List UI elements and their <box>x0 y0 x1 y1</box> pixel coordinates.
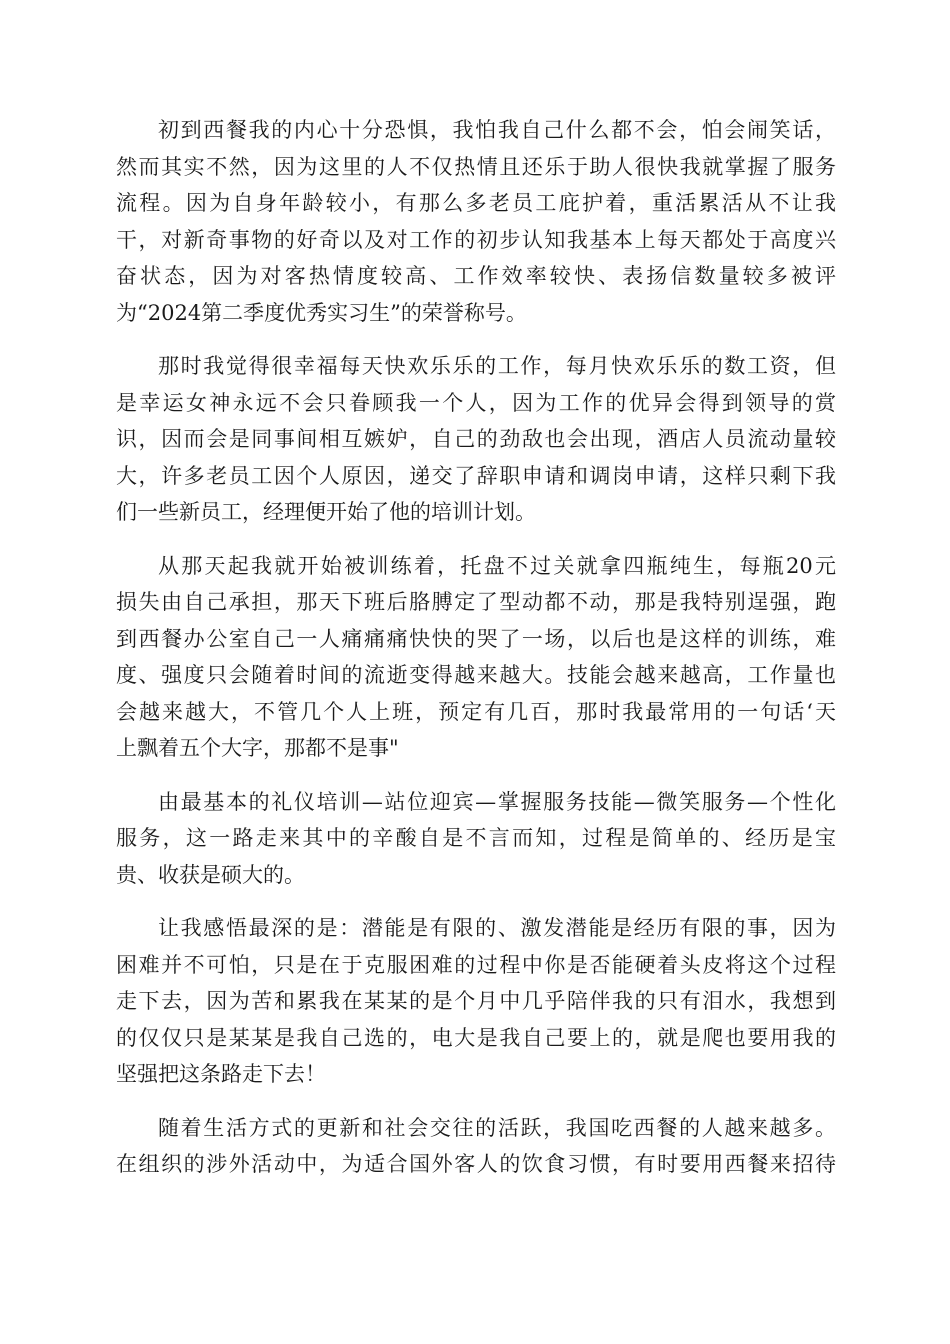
text-line: 让我感悟最深的是：潜能是有限的、激发潜能是经历有限的事，因为 <box>158 916 836 940</box>
text-line: 奋状态，因为对客热情度较高、工作效率较快、表扬信数量较多被评 <box>116 264 836 288</box>
text-line: 然而其实不然，因为这里的人不仅热情且还乐于助人很快我就掌握了服务 <box>116 154 836 179</box>
text-line: 识，因而会是同事间相互嫉妒，自己的劲敌也会出现，酒店人员流动量较 <box>116 427 836 451</box>
text-line: 走下去，因为苦和累我在某某的是个月中几乎陪伴我的只有泪水，我想到 <box>116 989 836 1013</box>
paragraph <box>116 112 836 331</box>
text-line: 流程。因为自身年龄较小，有那么多老员工庇护着，重活累活从不让我 <box>116 191 836 215</box>
text-line: 由最基本的礼仪培训—站位迎宾—掌握服务技能—微笑服务—个性化 <box>158 789 836 814</box>
text-line: 度、强度只会随着时间的流逝变得越来越大。技能会越来越高，工作量也 <box>116 663 836 687</box>
text-line: 坚强把这条路走下去！ <box>116 1062 326 1086</box>
text-line: 在组织的涉外活动中，为适合国外客人的饮食习惯，有时要用西餐来招待 <box>116 1152 836 1176</box>
text-line: 初到西餐我的内心十分恐惧，我怕我自己什么都不会，怕会闹笑话， <box>158 118 836 142</box>
paragraph <box>116 348 836 531</box>
text-line: 大，许多老员工因个人原因，递交了辞职申请和调岗申请，这样只剩下我 <box>116 463 836 488</box>
text-line: 会越来越大，不管几个人上班，预定有几百，那时我最常用的一句话‘天 <box>116 699 836 724</box>
text-line: 干，对新奇事物的好奇以及对工作的初步认知我基本上每天都处于高度兴 <box>116 227 836 252</box>
paragraph <box>116 548 836 767</box>
text-line: 为“2024第二季度优秀实习生”的荣誉称号。 <box>116 300 527 325</box>
paragraph <box>116 1110 836 1183</box>
document-body <box>116 112 836 1200</box>
text-line: 服务，这一路走来其中的辛酸自是不言而知，过程是简单的、经历是宝 <box>116 826 836 850</box>
text-line: 那时我觉得很幸福每天快欢乐乐的工作，每月快欢乐乐的数工资，但 <box>158 354 836 378</box>
text-line: 从那天起我就开始被训练着，托盘不过关就拿四瓶纯生，每瓶20元 <box>158 553 836 578</box>
text-line: 损失由自己承担，那天下班后胳膊定了型动都不动，那是我特别逞强，跑 <box>116 590 836 614</box>
text-line: 到西餐办公室自己一人痛痛痛快快的哭了一场，以后也是这样的训练，难 <box>116 626 836 651</box>
text-line: 随着生活方式的更新和社会交往的活跃，我国吃西餐的人越来越多。 <box>158 1115 836 1140</box>
text-line: 的仅仅只是某某是我自己选的，电大是我自己要上的，就是爬也要用我的 <box>116 1025 836 1050</box>
paragraph <box>116 910 836 1093</box>
text-line: 困难并不可怕，只是在于克服困难的过程中你是否能硬着头皮将这个过程 <box>116 952 836 977</box>
text-line: 们一些新员工，经理便开始了他的培训计划。 <box>116 500 536 524</box>
text-line: 贵、收获是硕大的。 <box>116 862 305 887</box>
paragraph <box>116 784 836 894</box>
text-line: 是幸运女神永远不会只眷顾我一个人，因为工作的优异会得到领导的赏 <box>116 390 836 415</box>
text-line: 上飘着五个大字，那都不是事" <box>116 736 399 760</box>
